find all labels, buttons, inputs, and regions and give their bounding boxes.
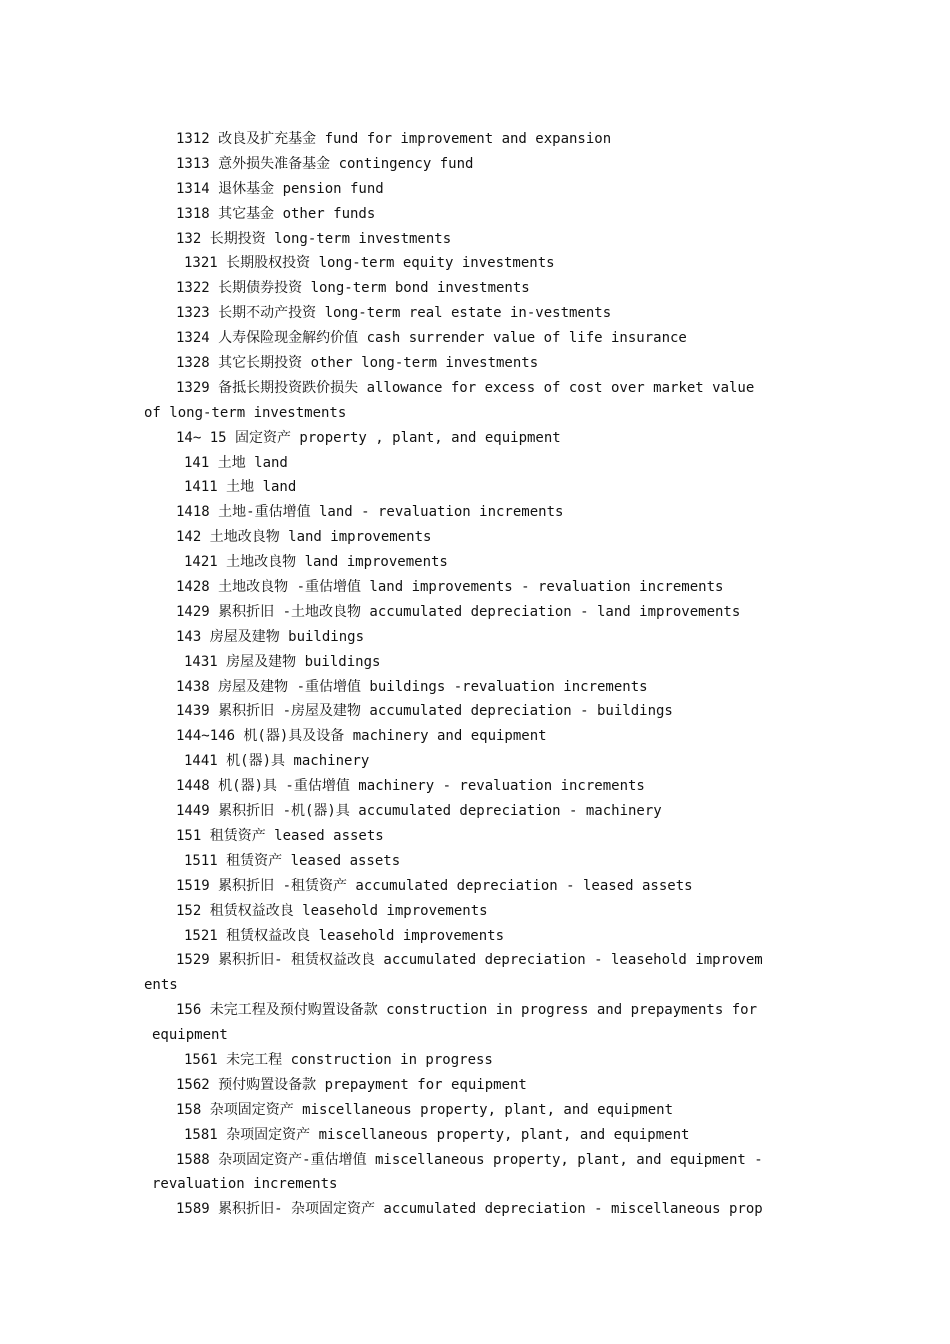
text-line-content: 1439 累积折旧 -房屋及建物 accumulated depreciation - buildings xyxy=(176,703,673,720)
text-line xyxy=(0,899,950,924)
text-line xyxy=(0,824,950,849)
text-line-content: ents xyxy=(144,977,178,994)
text-line-content: 1441 机(器)具 machinery xyxy=(184,753,370,770)
text-line-content: 1421 土地改良物 land improvements xyxy=(184,554,448,571)
text-line xyxy=(0,525,950,550)
text-line xyxy=(0,1023,950,1048)
text-line-content: 1428 土地改良物 -重估增值 land improvements - revaluation increments xyxy=(176,579,724,596)
text-line-content: 1562 预付购置设备款 prepayment for equipment xyxy=(176,1076,527,1093)
text-line-content: 1449 累积折旧 -机(器)具 accumulated depreciation - machinery xyxy=(176,803,662,820)
text-line-content: 143 房屋及建物 buildings xyxy=(176,628,365,645)
text-line-content: 1418 土地-重估增值 land - revaluation increments xyxy=(176,504,564,521)
text-line xyxy=(0,1098,950,1123)
text-line-content: 1438 房屋及建物 -重估增值 buildings -revaluation increments xyxy=(176,678,648,695)
text-line xyxy=(0,724,950,749)
text-line-content: 14~ 15 固定资产 property , plant, and equipment xyxy=(176,429,561,446)
text-line xyxy=(0,973,950,998)
text-line-content: 1529 累积折旧- 租赁权益改良 accumulated depreciation - leasehold improvem xyxy=(176,952,763,969)
text-line xyxy=(0,127,950,152)
text-line xyxy=(0,152,950,177)
text-line-content: equipment xyxy=(152,1027,228,1044)
text-line xyxy=(0,1123,950,1148)
text-line xyxy=(0,202,950,227)
text-line xyxy=(0,1197,950,1222)
text-line xyxy=(0,276,950,301)
text-line-content: 1431 房屋及建物 buildings xyxy=(184,653,381,670)
text-line-content: 1519 累积折旧 -租赁资产 accumulated depreciation - leased assets xyxy=(176,877,693,894)
text-line xyxy=(0,550,950,575)
text-line-content: 1318 其它基金 other funds xyxy=(176,205,376,222)
text-line-content: 1312 改良及扩充基金 fund for improvement and expansion xyxy=(176,131,612,147)
document-body xyxy=(0,127,950,1222)
text-line-content: 1321 长期股权投资 long-term equity investments xyxy=(184,255,555,272)
text-line xyxy=(0,1048,950,1073)
text-line xyxy=(0,799,950,824)
text-line xyxy=(0,699,950,724)
text-line xyxy=(0,451,950,476)
text-line xyxy=(0,575,950,600)
text-line-content: 1429 累积折旧 -土地改良物 accumulated depreciation - land improvements xyxy=(176,603,741,620)
text-line-content: 1329 备抵长期投资跌价损失 allowance for excess of cost over market value xyxy=(176,379,755,396)
text-line-content: 1314 退休基金 pension fund xyxy=(176,180,384,197)
text-line xyxy=(0,1073,950,1098)
text-line xyxy=(0,774,950,799)
text-line-content: 1411 土地 land xyxy=(184,479,297,496)
text-line-content: 1589 累积折旧- 杂项固定资产 accumulated depreciation - miscellaneous prop xyxy=(176,1201,763,1218)
text-line xyxy=(0,376,950,401)
text-line xyxy=(0,924,950,949)
text-line xyxy=(0,600,950,625)
text-line-content: 1448 机(器)具 -重估增值 machinery - revaluation increments xyxy=(176,778,645,795)
text-line xyxy=(0,625,950,650)
text-line-content: 1323 长期不动产投资 long-term real estate in-vestments xyxy=(176,305,612,322)
text-line xyxy=(0,426,950,451)
text-line-content: of long-term investments xyxy=(144,404,347,421)
text-line-content: 1328 其它长期投资 other long-term investments xyxy=(176,355,539,372)
text-line xyxy=(0,675,950,700)
text-line-content: 142 土地改良物 land improvements xyxy=(176,529,432,546)
text-line-content: 152 租赁权益改良 leasehold improvements xyxy=(176,902,488,919)
text-line-content: 1313 意外损失准备基金 contingency fund xyxy=(176,155,474,172)
text-line-content: 156 未完工程及预付购置设备款 construction in progress and prepayments for xyxy=(176,1002,758,1019)
text-line xyxy=(0,177,950,202)
text-line-content: 1322 长期债券投资 long-term bond investments xyxy=(176,280,530,297)
text-line-content: revaluation increments xyxy=(152,1176,338,1193)
text-line xyxy=(0,351,950,376)
text-line xyxy=(0,650,950,675)
text-line-content: 1511 租赁资产 leased assets xyxy=(184,852,401,869)
text-line-content: 1521 租赁权益改良 leasehold improvements xyxy=(184,927,505,944)
text-line-content: 1581 杂项固定资产 miscellaneous property, plant, and equipment xyxy=(184,1126,690,1143)
text-line xyxy=(0,874,950,899)
text-line-content: 141 土地 land xyxy=(184,454,288,471)
text-line xyxy=(0,326,950,351)
text-line-content: 1588 杂项固定资产-重估增值 miscellaneous property, plant, and equipment - xyxy=(176,1151,763,1168)
text-line-content: 158 杂项固定资产 miscellaneous property, plant, and equipment xyxy=(176,1101,674,1118)
text-line-content: 151 租赁资产 leased assets xyxy=(176,827,384,844)
text-line xyxy=(0,251,950,276)
text-line xyxy=(0,849,950,874)
text-line-content: 1324 人寿保险现金解约价值 cash surrender value of life insurance xyxy=(176,330,687,347)
text-line xyxy=(0,500,950,525)
text-line xyxy=(0,475,950,500)
text-line-content: 132 长期投资 long-term investments xyxy=(176,230,452,247)
text-line xyxy=(0,749,950,774)
text-line xyxy=(0,948,950,973)
text-line-content: 144~146 机(器)具及设备 machinery and equipment xyxy=(176,728,547,745)
text-line xyxy=(0,998,950,1023)
text-line xyxy=(0,1148,950,1173)
text-line xyxy=(0,1172,950,1197)
text-line xyxy=(0,301,950,326)
text-line-content: 1561 未完工程 construction in progress xyxy=(184,1051,493,1068)
text-line xyxy=(0,401,950,426)
text-line xyxy=(0,227,950,252)
